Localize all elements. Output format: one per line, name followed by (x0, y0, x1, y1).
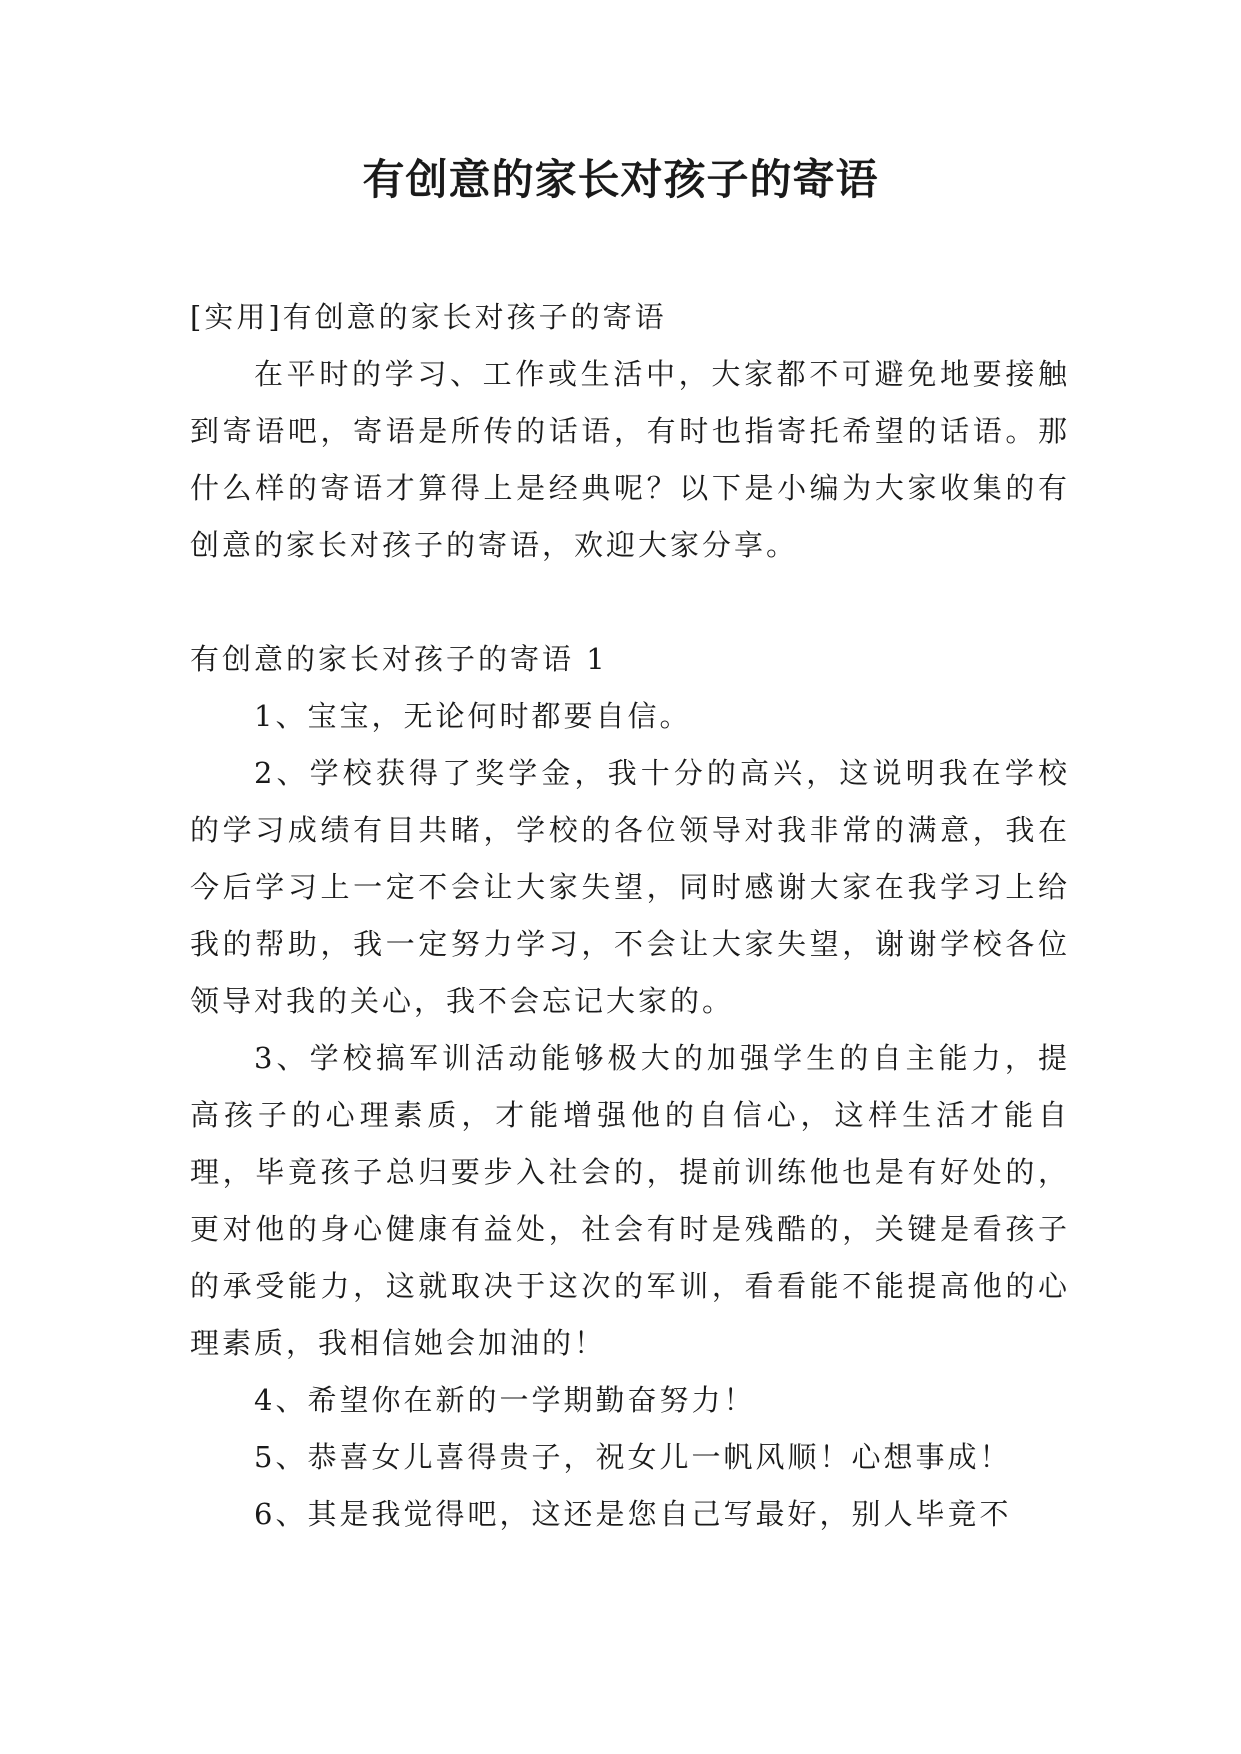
list-item: 4、希望你在新的一学期勤奋努力！ (254, 1383, 756, 1417)
list-item: 2、学校获得了奖学金，我十分的高兴，这说明我在学校的学习成绩有目共睹，学校的各位领导对我非常的满意，我在今后学习上一定不会让大家失望，同时感谢大家在我学习上给我的帮助，我一定努力学习，不会让大家失望，谢谢学校各位领导对我的关心，我不会忘记大家的。 (190, 756, 1070, 1018)
document-title: 有创意的家长对孩子的寄语 (362, 155, 879, 204)
document-subtitle: [实用]有创意的家长对孩子的寄语 (190, 300, 667, 334)
list-item: 3、学校搞军训活动能够极大的加强学生的自主能力，提高孩子的心理素质，才能增强他的自信心，这样生活才能自理，毕竟孩子总归要步入社会的，提前训练他也是有好处的，更对他的身心健康有益处，社会有时是残酷的，关键是看孩子的承受能力，这就取决于这次的军训，看看能不能提高他的心理素质，我相信她会加油的！ (190, 1041, 1070, 1360)
list-item: 5、恭喜女儿喜得贵子，祝女儿一帆风顺！心想事成！ (254, 1440, 1012, 1474)
section-heading: 有创意的家长对孩子的寄语 1 (190, 642, 608, 676)
intro-paragraph: 在平时的学习、工作或生活中，大家都不可避免地要接触到寄语吧，寄语是所传的话语，有时也指寄托希望的话语。那什么样的寄语才算得上是经典呢？以下是小编为大家收集的有创意的家长对孩子的寄语，欢迎大家分享。 (190, 357, 1070, 562)
document-body (190, 289, 1070, 1543)
list-item: 1、宝宝，无论何时都要自信。 (254, 699, 692, 733)
list-item: 6、其是我觉得吧，这还是您自己写最好，别人毕竟不 (254, 1497, 1012, 1531)
